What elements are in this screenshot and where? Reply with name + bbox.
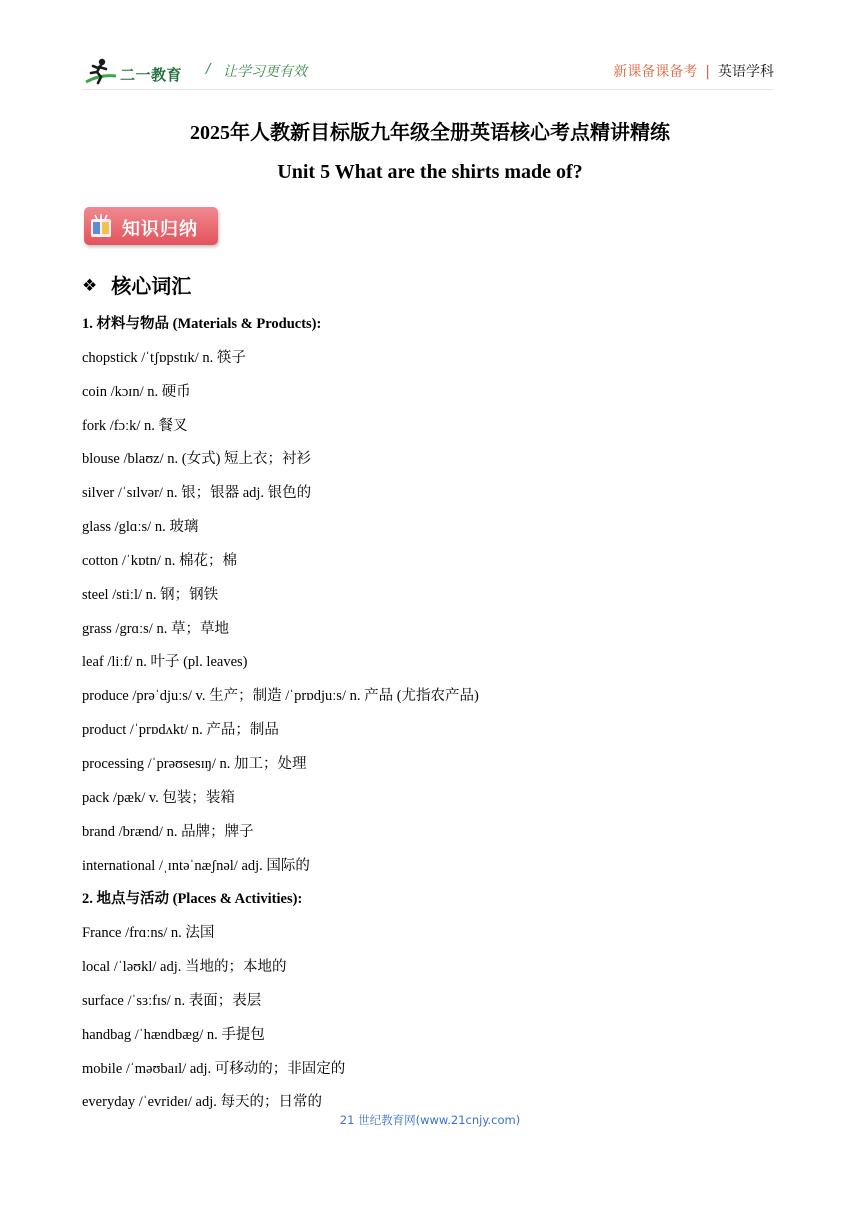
vocab-entry: product /ˈprɒdʌkt/ n. 产品；制品 bbox=[82, 722, 279, 739]
vocab-entry: international /ˌɪntəˈnæʃnəl/ adj. 国际的 bbox=[82, 857, 310, 874]
vocab-entry: surface /ˈsɜːfɪs/ n. 表面；表层 bbox=[82, 992, 262, 1009]
vocab-entry: cotton /ˈkɒtn/ n. 棉花；棉 bbox=[82, 552, 237, 569]
vocab-entry: handbag /ˈhændbæg/ n. 手提包 bbox=[82, 1026, 265, 1043]
tag-separator: | bbox=[705, 64, 710, 80]
page-footer: 21 世纪教育网(www.21cnjy.com) bbox=[339, 1113, 521, 1127]
vocab-entry: local /ˈləʊkl/ adj. 当地的；本地的 bbox=[82, 959, 287, 976]
vocab-entry: blouse /blaʊz/ n. (女式) 短上衣；衬衫 bbox=[82, 451, 312, 468]
course-tag: 新课备课备考 bbox=[613, 64, 698, 80]
vocab-entry: processing /ˈprəʊsesɪŋ/ n. 加工；处理 bbox=[82, 755, 307, 772]
vocab-entry: glass /glɑːs/ n. 玻璃 bbox=[82, 519, 199, 536]
vocab-entry: silver /ˈsɪlvər/ n. 银；银器 adj. 银色的 bbox=[82, 485, 312, 502]
vocab-entry: brand /brænd/ n. 品牌；牌子 bbox=[82, 823, 254, 840]
subsection-heading: 2. 地点与活动 (Places & Activities): bbox=[82, 891, 303, 908]
vocab-entry: leaf /liːf/ n. 叶子 (pl. leaves) bbox=[82, 654, 248, 671]
slogan: 让学习更有效 bbox=[223, 64, 307, 80]
header-divider bbox=[82, 89, 774, 90]
diamond-bullet-icon: ❖ bbox=[82, 276, 98, 296]
badge-label: 知识归纳 bbox=[122, 219, 198, 240]
vocabulary-list bbox=[82, 311, 782, 1123]
subject-tag: 英语学科 bbox=[718, 64, 774, 80]
section-heading bbox=[82, 270, 191, 299]
vocab-entry: grass /grɑːs/ n. 草；草地 bbox=[82, 620, 229, 637]
vocab-entry: everyday /ˈevrideɪ/ adj. 每天的；日常的 bbox=[82, 1094, 322, 1111]
subsection-heading: 1. 材料与物品 (Materials & Products): bbox=[82, 316, 322, 332]
vocab-entry: produce /prəˈdjuːs/ v. 生产；制造 /ˈprɒdjuːs/ n. 产品 (尤指农产品) bbox=[82, 688, 479, 705]
vocab-entry: France /frɑːns/ n. 法国 bbox=[82, 925, 215, 942]
vocab-entry: fork /fɔːk/ n. 餐叉 bbox=[82, 417, 188, 434]
vocab-entry: steel /stiːl/ n. 钢；钢铁 bbox=[82, 586, 219, 603]
runner-logo-icon bbox=[82, 56, 118, 88]
unit-title: Unit 5 What are the shirts made of? bbox=[277, 161, 583, 183]
vocab-entry: coin /kɔɪn/ n. 硬币 bbox=[82, 383, 191, 400]
slogan-separator: / bbox=[206, 62, 211, 77]
book-icon bbox=[90, 213, 112, 239]
vocab-entry: chopstick /ˈtʃɒpstɪk/ n. 筷子 bbox=[82, 349, 246, 366]
vocab-entry: mobile /ˈməʊbaɪl/ adj. 可移动的；非固定的 bbox=[82, 1060, 346, 1077]
header-tags bbox=[613, 61, 774, 81]
section-badge bbox=[84, 207, 218, 245]
vocab-entry: pack /pæk/ v. 包装；装箱 bbox=[82, 789, 235, 806]
page-header bbox=[82, 54, 774, 90]
logo bbox=[82, 56, 192, 88]
logo-text: 二一教育 bbox=[120, 66, 183, 84]
section-heading-text: 核心词汇 bbox=[111, 274, 192, 298]
document-title: 2025年人教新目标版九年级全册英语核心考点精讲精练 bbox=[190, 122, 670, 144]
